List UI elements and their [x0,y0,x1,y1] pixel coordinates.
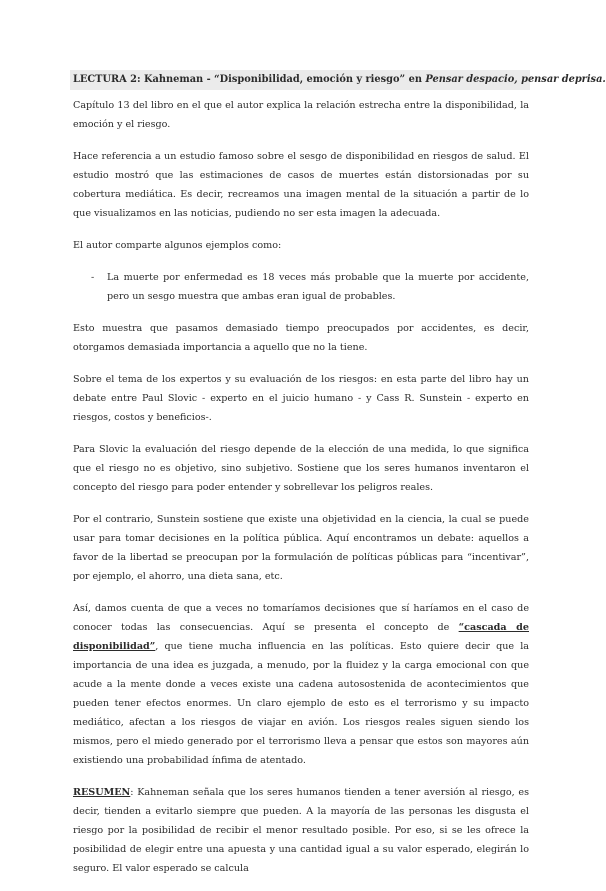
list-item [73,268,529,306]
paragraph-experts: Sobre el tema de los expertos y su evaluación de los riesgos: en esta parte del libro hay un debate entre Paul Slovic - experto en el juicio humano - y Cass R. Sunstein - experto en riesgos, costos y beneficios-. [73,374,529,423]
book-title: Pensar despacio, pensar deprisa. [425,74,606,85]
paragraph-slovic: Para Slovic la evaluación del riesgo depende de la elección de una medida, lo que significa que el riesgo no es objetivo, sino subjetivo. Sostiene que los seres humanos inventaron el concepto del riesgo para poder entender y sobrellevar los peligros reales. [73,444,529,493]
paragraph-summary [73,783,529,878]
paragraph-study: Hace referencia a un estudio famoso sobre el sesgo de disponibilidad en riesgos de salud. El estudio mostró que las estimaciones de casos de muertes están distorsionadas por su cobertura mediática. Es decir, recreamos una imagen mental de la situación a partir de lo que visualizamos en las noticias, pudiendo no ser esta imagen la adecuada. [73,151,529,219]
paragraph-sunstein: Por el contrario, Sunstein sostiene que existe una objetividad en la ciencia, la cual se puede usar para tomar decisiones en la política pública. Aquí encontramos un debate: aquellos a favor de la libertad se preocupan por la formulación de políticas públicas para “incentivar”, por ejemplo, el ahorro, una dieta sana, etc. [73,514,529,582]
paragraph-intro: Capítulo 13 del libro en el que el autor explica la relación estrecha entre la disponibilidad, la emoción y el riesgo. [73,100,529,130]
cascade-text-b: , que tiene mucha influencia en las políticas. Esto quiere decir que la importancia de una idea es juzgada, a menudo, por la fluidez y la carga emocional con que acude a la mente donde a veces existe una cadena autosostenida de acontecimientos que pueden tener efectos enormes. Un claro ejemplo de esto es el terrorismo y su impacto mediático, afectan a los riesgos de viajar en avión. Los riesgos reales siguen siendo los mismos, pero el miedo generado por el terrorismo lleva a pensar que estos son mayores aún existiendo una probabilidad ínfima de atentado. [73,641,529,766]
paragraph-examples-lead: El autor comparte algunos ejemplos como: [73,240,282,251]
bullet-dash: - [91,272,95,283]
summary-text: : Kahneman señala que los seres humanos tienden a tener aversión al riesgo, es decir, tienden a evitarlo siempre que pueden. A la mayoría de las personas les disgusta el riesgo por la posibilidad de recibir el menor resultado posible. Por eso, si se les ofrece la posibilidad de elegir entre una apuesta y una cantidad igual a su valor esperado, elegirán lo seguro. El valor esperado se calcula [73,787,529,874]
paragraph-cascade [73,599,529,770]
list-item-text: La muerte por enfermedad es 18 veces más probable que la muerte por accidente, pero un sesgo muestra que ambas eran igual de probables. [107,272,529,302]
document-body [73,96,529,891]
cascade-text-a: Así, damos cuenta de que a veces no tomaríamos decisiones que sí haríamos en el caso de conocer todas las consecuencias. Aquí se presenta el concepto de [73,603,529,633]
section-heading [70,70,606,90]
paragraph-accidents: Esto muestra que pasamos demasiado tiempo preocupados por accidentes, es decir, otorgamos demasiada importancia a aquello que no la tiene. [73,323,529,353]
cascade-term: “cascada de disponibilidad” [73,622,529,652]
heading-text: LECTURA 2: Kahneman - “Disponibilidad, emoción y riesgo” en [73,74,426,85]
summary-label: RESUMEN [73,787,131,798]
